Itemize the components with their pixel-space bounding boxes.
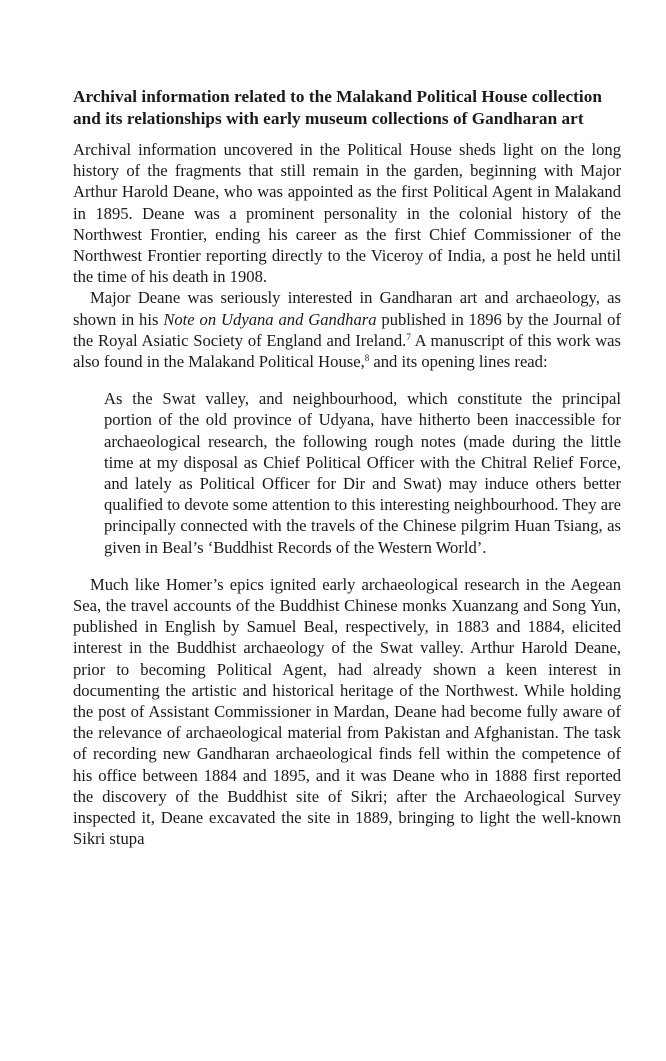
paragraph-2-text-d: and its opening lines read: xyxy=(369,352,548,372)
paragraph-1: Archival information uncovered in the Political House sheds light on the long history of the fragments that still remain in the garden, beginning with Major Arthur Harold Deane, who was appointed as the first Political Agent in Malakand in 1895. Deane was a prominent personality in the colonial history of the Northwest Frontier, ending his career as the first Chief Commissioner of the Northwest Frontier reporting directly to the Viceroy of India, a post he held until the time of his death in 1908. xyxy=(73,140,621,287)
section-heading: Archival information related to the Malakand Political House collection and its relationships with early museum collections of Gandharan art xyxy=(73,87,602,128)
publication-title: Note on Udyana and Gandhara xyxy=(163,309,377,329)
footnote-ref-8[interactable]: 8 xyxy=(364,353,370,364)
paragraph-2 xyxy=(73,287,621,372)
block-quote: As the Swat valley, and neighbourhood, which constitute the principal portion of the old province of Udyana, have hitherto been inaccessible for archaeological research, the following rough notes (made during the little time at my disposal as Chief Political Officer with the Chitral Relief Force, and lately as Political Officer for Dir and Swat) may induce others better qualified to devote some attention to this interesting neighbourhood. They are principally connected with the travels of the Chinese pilgrim Huan Tsiang, as given in Beal’s ‘Buddhist Records of the Western World’. xyxy=(104,389,621,557)
paragraph-2-text-a: Major Deane was seriously interested in Gandharan art and archaeology, as shown in his xyxy=(73,288,621,329)
page-content xyxy=(73,86,621,850)
footnote-ref-7[interactable]: 7 xyxy=(406,331,411,342)
paragraph-3: Much like Homer’s epics ignited early archaeological research in the Aegean Sea, the travel accounts of the Buddhist Chinese monks Xuanzang and Song Yun, published in English by Samuel Beal, respectively, in 1883 and 1884, elicited interest in the Buddhist archaeology of the Swat valley. Arthur Harold Deane, prior to becoming Political Agent, had already shown a keen interest in documenting the artistic and historical heritage of the Northwest. While holding the post of Assistant Commissioner in Mardan, Deane had become fully aware of the relevance of archaeological material from Pakistan and Afghanistan. The task of recording new Gandharan archaeological finds fell within the competence of his office between 1884 and 1895, and it was Deane who in 1888 first reported the discovery of the Buddhist site of Sikri; after the Archaeological Survey inspected it, Deane excavated the site in 1889, bringing to light the well-known Sikri stupa xyxy=(73,574,621,849)
paragraph-2-text-b: published in 1896 by the Journal of the Royal Asiatic Society of England and Ireland. xyxy=(73,309,621,350)
paragraph-2-text-c: A manuscript of this work was also found in the Malakand Political House, xyxy=(73,330,621,372)
